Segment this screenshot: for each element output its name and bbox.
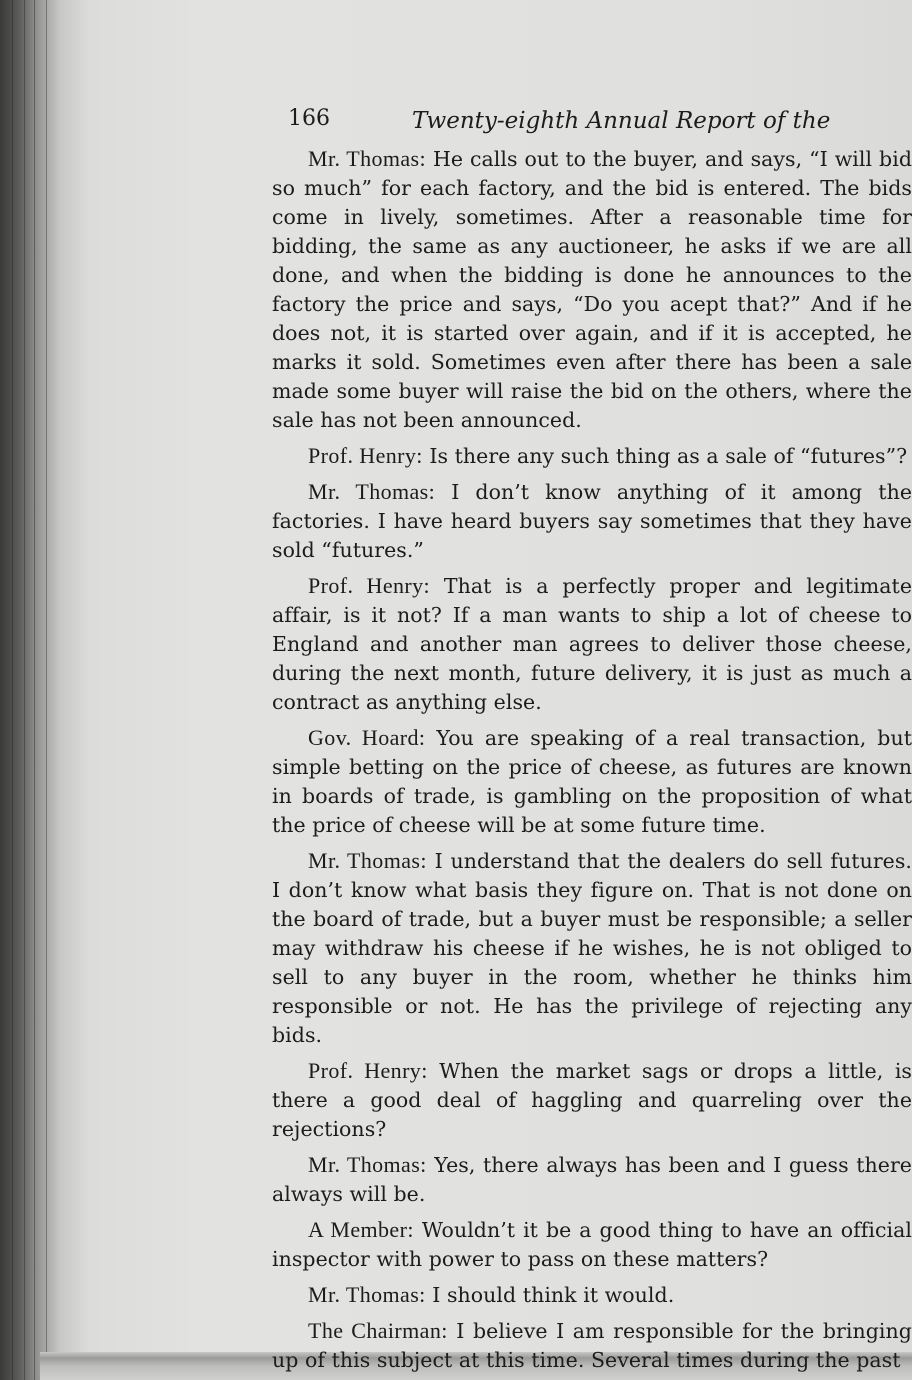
paragraph-text: Is there any such thing as a sale of “futures”? bbox=[429, 444, 908, 468]
paragraph bbox=[272, 144, 912, 435]
speaker-label: The Chairman: bbox=[308, 1318, 448, 1343]
speaker-label: Prof. Henry: bbox=[308, 443, 423, 468]
binding-shadow-line bbox=[34, 0, 35, 1380]
paragraph bbox=[272, 477, 912, 565]
paragraph bbox=[272, 723, 912, 840]
paragraph bbox=[272, 571, 912, 717]
paragraph bbox=[272, 1316, 912, 1375]
running-title: Twenty-eighth Annual Report of the bbox=[412, 108, 831, 134]
paragraph-text: I understand that the dealers do sell futures. I don’t know what basis they figure on. That is not done on the board of trade, but a buyer must be responsible; a seller may withdraw his cheese if he wishes, he is not obliged to sell to any buyer in the room, whether he thinks him responsible or not. He has the privilege of rejecting any bids. bbox=[272, 849, 912, 1047]
paragraph bbox=[272, 441, 912, 471]
paragraph-text: That is a perfectly proper and legitimate affair, is it not? If a man wants to ship a lot of cheese to England and another man agrees to deliver those cheese, during the next month, future delivery, it is just as much a contract as anything else. bbox=[272, 574, 912, 714]
paragraph-text: Wouldn’t it be a good thing to have an official inspector with power to pass on these matters? bbox=[272, 1218, 912, 1271]
running-head bbox=[272, 100, 912, 144]
paragraph-text: Yes, there always has been and I guess there always will be. bbox=[272, 1153, 912, 1206]
paragraph bbox=[272, 1215, 912, 1274]
speaker-label: Mr. Thomas: bbox=[308, 146, 427, 171]
binding-shadow-line bbox=[46, 0, 47, 1380]
page-body bbox=[272, 100, 912, 1380]
paragraph-text: I should think it would. bbox=[432, 1283, 675, 1307]
paragraph-text: He calls out to the buyer, and says, “I will bid so much” for each factory, and the bid is entered. The bids come in lively, sometimes. After a reasonable time for bidding, the same as any auctioneer, he asks if we are all done, and when the bidding is done he announces to the factory the price and says, “Do you acept that?” And if he does not, it is started over again, and if it is accepted, he marks it sold. Sometimes even after there has been a sale made some buyer will raise the bid on the others, where the sale has not been announced. bbox=[272, 147, 912, 432]
paragraph-text: I believe I am responsible for the bringing up of this subject at this time. Several times during the past bbox=[272, 1319, 912, 1372]
paragraph-text: You are speaking of a real transaction, but simple betting on the price of cheese, as futures are known in boards of trade, is gambling on the proposition of what the price of cheese will be at some future time. bbox=[272, 726, 912, 837]
speaker-label: Prof. Henry: bbox=[308, 573, 431, 598]
speaker-label: Gov. Hoard: bbox=[308, 725, 426, 750]
paragraph bbox=[272, 1280, 912, 1310]
paragraph bbox=[272, 1056, 912, 1144]
speaker-label: Mr. Thomas: bbox=[308, 479, 436, 504]
page-number: 166 bbox=[288, 106, 330, 131]
binding-shadow-line bbox=[24, 0, 25, 1380]
speaker-label: A Member: bbox=[308, 1217, 414, 1242]
paragraph bbox=[272, 1150, 912, 1209]
paragraph-text: When the market sags or drops a little, is there a good deal of haggling and quarreling over the rejections? bbox=[272, 1059, 912, 1141]
speaker-label: Mr. Thomas: bbox=[308, 1282, 426, 1307]
paragraph-text: I don’t know anything of it among the factories. I have heard buyers say sometimes that they have sold “futures.” bbox=[272, 480, 912, 562]
binding-shadow-line bbox=[12, 0, 13, 1380]
speaker-label: Mr. Thomas: bbox=[308, 848, 427, 873]
paragraph bbox=[272, 846, 912, 1050]
speaker-label: Mr. Thomas: bbox=[308, 1152, 427, 1177]
speaker-label: Prof. Henry: bbox=[308, 1058, 428, 1083]
